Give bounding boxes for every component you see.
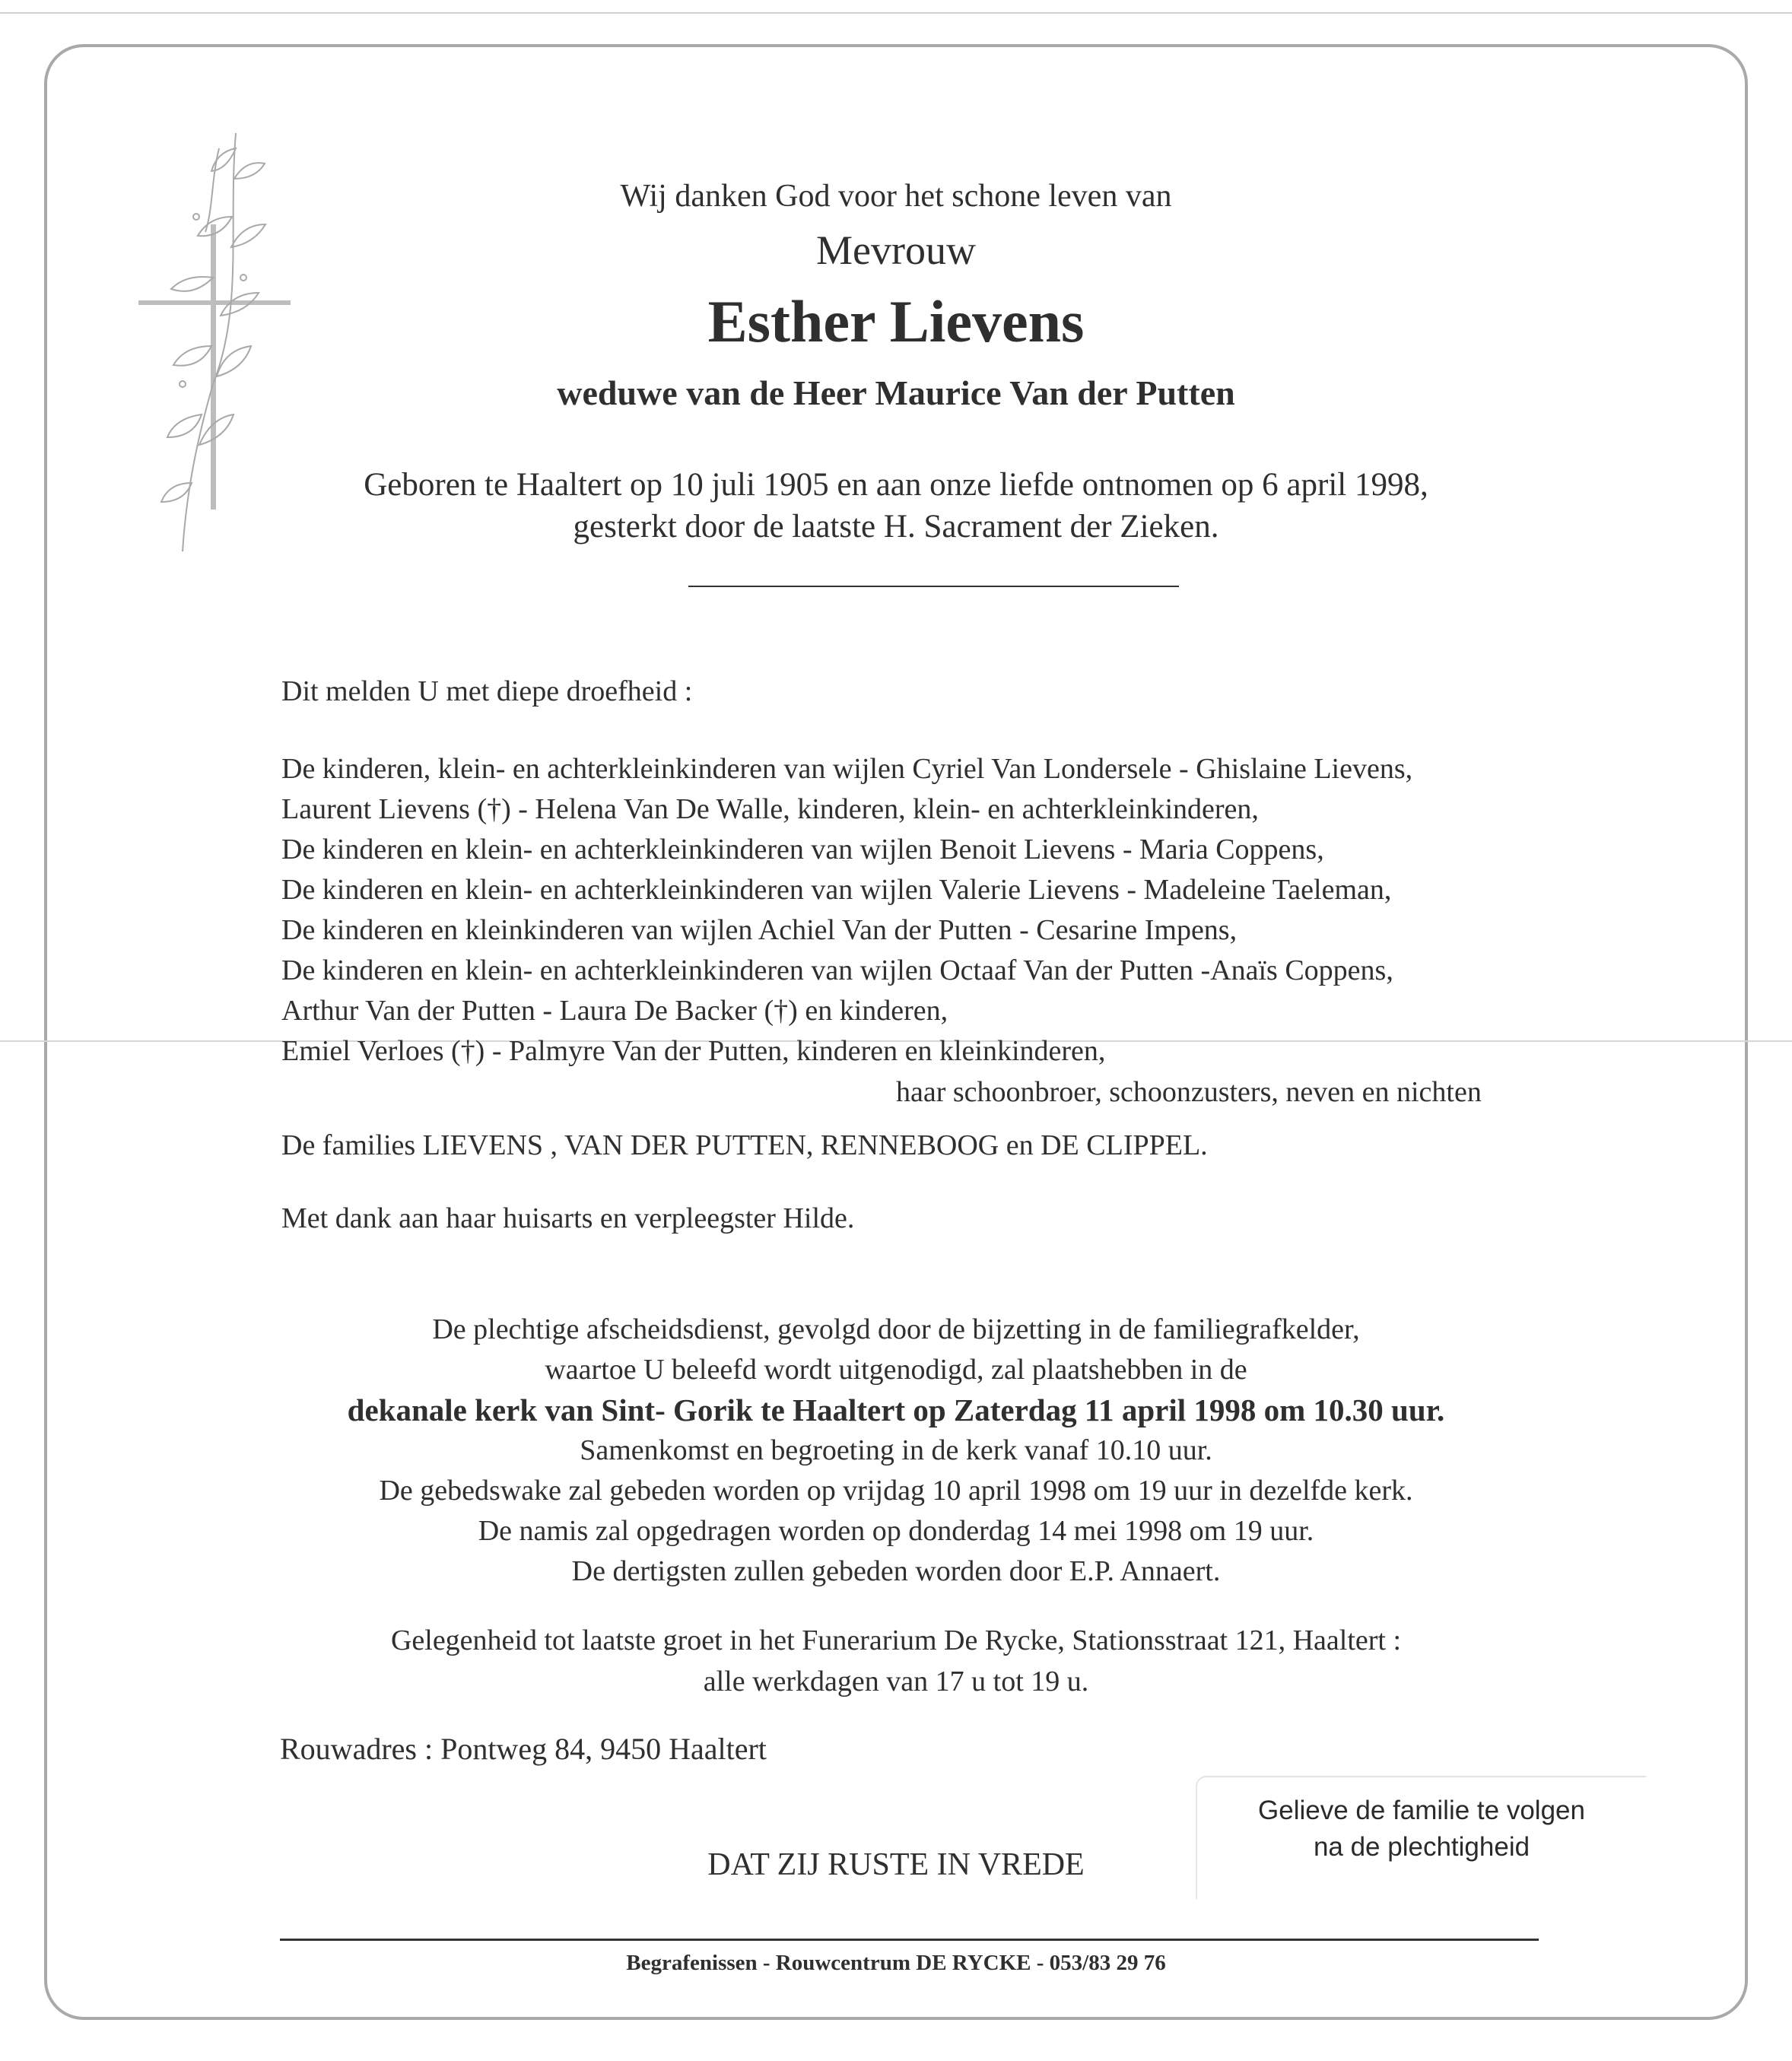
relatives-line: haar schoonbroer, schoonzusters, neven en nichten [896, 1076, 1482, 1108]
birth-death-line: Geboren te Haaltert op 10 juli 1905 en aan onze liefde ontnomen op 6 april 1998, [364, 467, 1428, 503]
service-line: waartoe U beleefd wordt uitgenodigd, zal plaatshebben in de [545, 1354, 1247, 1386]
mourning-address: Rouwadres : Pontweg 84, 9450 Haaltert [280, 1732, 767, 1766]
service-location-time: dekanale kerk van Sint- Gorik te Haaltert op Zaterdag 11 april 1998 om 10.30 uur. [347, 1393, 1445, 1427]
announcement-intro: Dit melden U met diepe droefheid : [281, 675, 693, 707]
service-line: De plechtige afscheidsdienst, gevolgd door de bijzetting in de familiegrafkelder, [432, 1313, 1360, 1345]
thanks-line: Met dank aan haar huisarts en verpleegster Hilde. [281, 1202, 855, 1234]
service-line: De namis zal opgedragen worden op donderdag 14 mei 1998 om 19 uur. [478, 1515, 1314, 1547]
divider [688, 586, 1179, 587]
service-line: De gebedswake zal gebeden worden op vrijdag 10 april 1998 om 19 uur in dezelfde kerk. [379, 1475, 1413, 1507]
visitation-line: Gelegenheid tot laatste groet in het Funerarium De Rycke, Stationsstraat 121, Haaltert : [390, 1624, 1402, 1656]
families-line: De families LIEVENS , VAN DER PUTTEN, RENNEBOOG en DE CLIPPEL. [281, 1129, 1208, 1161]
family-line: De kinderen en kleinkinderen van wijlen Achiel Van der Putten - Cesarine Impens, [281, 914, 1238, 946]
sacrament-line: gesterkt door de laatste H. Sacrament der Zieken. [573, 509, 1219, 545]
visitation-info [0, 1620, 1792, 1702]
relation-line: weduwe van de Heer Maurice Van der Putten [557, 373, 1235, 412]
family-line: Emiel Verloes (†) - Palmyre Van der Putten, kinderen en kleinkinderen, [281, 1035, 1106, 1067]
sticker-line: na de plechtigheid [1313, 1832, 1530, 1862]
sticker-line: Gelieve de familie te volgen [1258, 1796, 1585, 1825]
family-line: De kinderen en klein- en achterkleinkinderen van wijlen Valerie Lievens - Madeleine Taeleman, [281, 874, 1392, 906]
page-top-rule [0, 12, 1792, 14]
deceased-name: Esther Lievens [707, 288, 1085, 354]
family-line: De kinderen, klein- en achterkleinkinderen van wijlen Cyriel Van Londersele - Ghislaine Lievens, [281, 753, 1413, 785]
service-line: De dertigsten zullen gebeden worden door E.P. Annaert. [571, 1555, 1221, 1587]
funeral-home-footer: Begrafenissen - Rouwcentrum DE RYCKE - 053/83 29 76 [626, 1951, 1166, 1975]
opening-line: Wij danken God voor het schone leven van [620, 179, 1172, 214]
family-line: Laurent Lievens (†) - Helena Van De Walle, kinderen, klein- en achterkleinkinderen, [281, 793, 1259, 825]
visitation-line: alle werkdagen van 17 u tot 19 u. [703, 1666, 1089, 1697]
family-line: De kinderen en klein- en achterkleinkinderen van wijlen Octaaf Van der Putten -Anaïs Coppens, [281, 954, 1393, 986]
service-line: Samenkomst en begroeting in de kerk vanaf 10.10 uur. [580, 1434, 1212, 1466]
honorific: Mevrouw [816, 227, 976, 273]
family-line: Arthur Van der Putten - Laura De Backer (†) en kinderen, [281, 995, 948, 1027]
service-info [0, 1310, 1792, 1592]
family-line: De kinderen en klein- en achterkleinkinderen van wijlen Benoit Lievens - Maria Coppens, [281, 834, 1324, 865]
footer-divider [280, 1939, 1539, 1941]
closing-line: DAT ZIJ RUSTE IN VREDE [707, 1847, 1085, 1882]
